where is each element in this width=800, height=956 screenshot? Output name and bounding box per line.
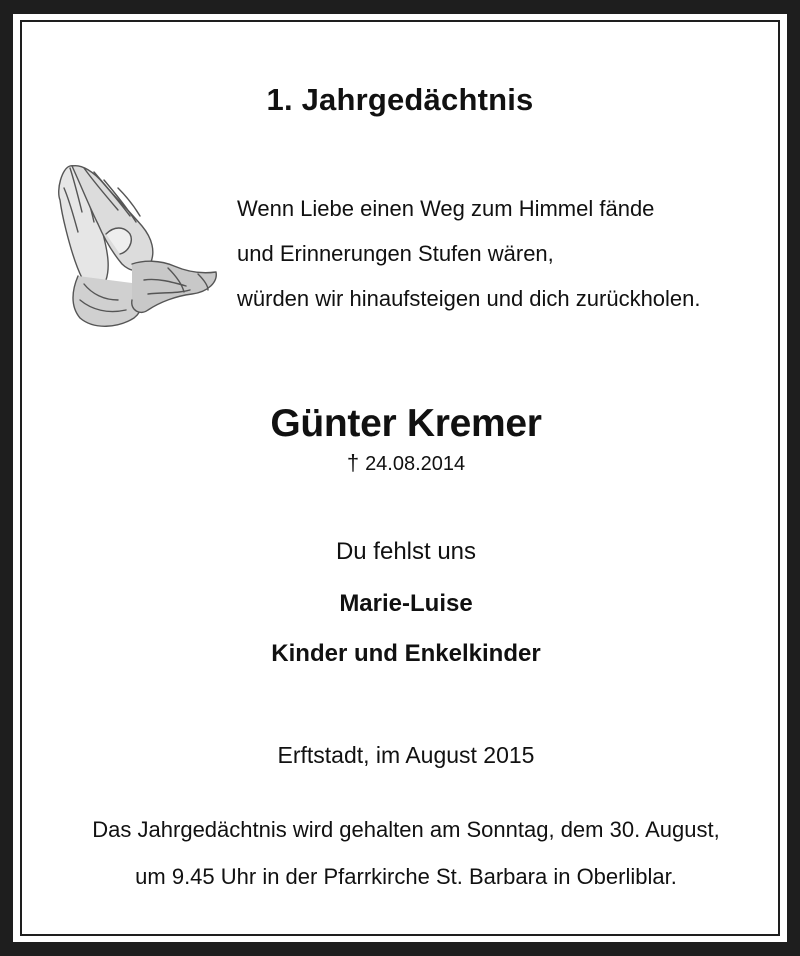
service-line: Das Jahrgedächtnis wird gehalten am Sonntag, dem 30. August, [92,817,720,842]
anniversary-title: 1. Jahrgedächtnis [266,82,534,117]
mourners-intro: Du fehlst uns [335,538,477,565]
poem-line: würden wir hinaufsteigen und dich zurückholen. [237,286,701,311]
mourner-family: Kinder und Enkelkinder [271,640,541,667]
place-date: Erftstadt, im August 2015 [277,742,535,768]
poem-line: und Erinnerungen Stufen wären, [237,241,554,266]
praying-hands-icon [48,160,228,340]
death-date-line [0,450,800,476]
poem [237,186,701,321]
obituary-card [13,14,787,942]
deceased-name: Günter Kremer [270,402,542,445]
inner-frame [20,20,780,936]
poem-line: Wenn Liebe einen Weg zum Himmel fände [237,196,655,221]
service-line: um 9.45 Uhr in der Pfarrkirche St. Barbara in Oberliblar. [135,864,677,889]
death-date: 24.08.2014 [365,453,466,475]
mourner-name: Marie-Luise [339,590,473,617]
cross-icon: † [346,450,360,475]
service-notice [0,806,800,900]
